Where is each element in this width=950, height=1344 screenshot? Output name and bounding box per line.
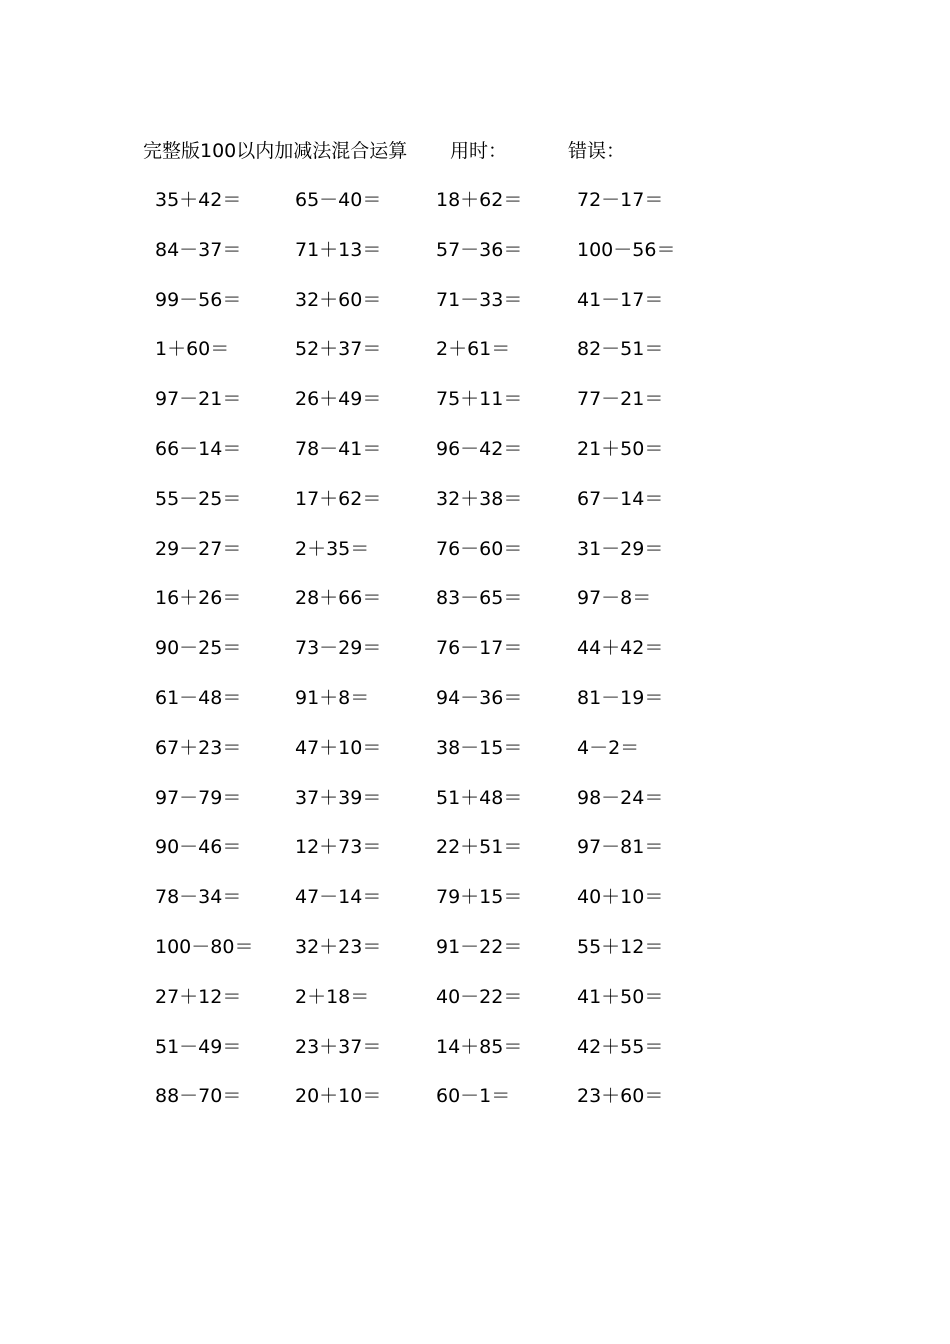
math-problem: 47＋10＝ xyxy=(295,736,382,759)
math-problem: 2＋18＝ xyxy=(295,985,370,1008)
math-problem: 2＋35＝ xyxy=(295,537,370,560)
math-problem: 1＋60＝ xyxy=(155,338,230,361)
math-problem: 96－42＝ xyxy=(436,437,523,460)
problem-row xyxy=(143,1081,703,1131)
math-problem: 23＋60＝ xyxy=(577,1085,664,1108)
math-problem: 90－46＝ xyxy=(155,836,242,859)
math-problem: 32＋38＝ xyxy=(436,487,523,510)
math-problem: 97－79＝ xyxy=(155,786,242,809)
problem-row xyxy=(143,832,703,882)
math-problem: 57－36＝ xyxy=(436,238,523,261)
problem-row xyxy=(143,932,703,982)
math-problem: 67＋23＝ xyxy=(155,736,242,759)
problem-row xyxy=(143,484,703,534)
problem-row xyxy=(143,633,703,683)
math-problem: 23＋37＝ xyxy=(295,1035,382,1058)
problem-row xyxy=(143,783,703,833)
problem-row xyxy=(143,982,703,1032)
math-problem: 91＋8＝ xyxy=(295,686,370,709)
math-problem: 27＋12＝ xyxy=(155,985,242,1008)
problem-row xyxy=(143,235,703,285)
worksheet-header xyxy=(143,137,703,165)
math-problem: 52＋37＝ xyxy=(295,338,382,361)
math-problem: 78－41＝ xyxy=(295,437,382,460)
time-used-label: 用时： xyxy=(450,140,508,162)
math-problem: 12＋73＝ xyxy=(295,836,382,859)
math-problem: 17＋62＝ xyxy=(295,487,382,510)
math-problem: 41＋50＝ xyxy=(577,985,664,1008)
math-problem: 18＋62＝ xyxy=(436,189,523,211)
math-problem: 90－25＝ xyxy=(155,637,242,660)
problem-row xyxy=(143,285,703,335)
math-problem: 71－33＝ xyxy=(436,288,523,311)
problem-row xyxy=(143,384,703,434)
math-problem: 100－56＝ xyxy=(577,238,676,261)
math-problem: 14＋85＝ xyxy=(436,1035,523,1058)
problem-row xyxy=(143,733,703,783)
math-problem: 100－80＝ xyxy=(155,935,254,958)
math-problem: 61－48＝ xyxy=(155,686,242,709)
math-problem: 28＋66＝ xyxy=(295,587,382,610)
problem-row xyxy=(143,534,703,584)
error-count-label: 错误： xyxy=(568,140,626,162)
math-problem: 31－29＝ xyxy=(577,537,664,560)
math-problem: 83－65＝ xyxy=(436,587,523,610)
math-problem: 32＋23＝ xyxy=(295,935,382,958)
problem-row xyxy=(143,683,703,733)
math-problem: 35＋42＝ xyxy=(155,189,242,211)
worksheet-title: 完整版100以内加减法混合运算 xyxy=(143,140,408,162)
problem-row xyxy=(143,583,703,633)
math-problem: 55＋12＝ xyxy=(577,935,664,958)
math-problem: 88－70＝ xyxy=(155,1085,242,1108)
math-problem: 20＋10＝ xyxy=(295,1085,382,1108)
math-problem: 32＋60＝ xyxy=(295,288,382,311)
math-problem: 2＋61＝ xyxy=(436,338,511,361)
math-problem: 67－14＝ xyxy=(577,487,664,510)
math-problem: 97－21＝ xyxy=(155,388,242,411)
problem-row xyxy=(143,882,703,932)
math-problem: 98－24＝ xyxy=(577,786,664,809)
math-problem: 4－2＝ xyxy=(577,736,640,759)
math-problem: 77－21＝ xyxy=(577,388,664,411)
math-problem: 51＋48＝ xyxy=(436,786,523,809)
math-problem: 76－17＝ xyxy=(436,637,523,660)
math-problem: 97－8＝ xyxy=(577,587,652,610)
math-problem: 37＋39＝ xyxy=(295,786,382,809)
math-problem: 22＋51＝ xyxy=(436,836,523,859)
math-problem: 72－17＝ xyxy=(577,189,664,211)
math-problem: 71＋13＝ xyxy=(295,238,382,261)
math-problem: 76－60＝ xyxy=(436,537,523,560)
math-problem: 73－29＝ xyxy=(295,637,382,660)
math-problem: 65－40＝ xyxy=(295,189,382,211)
math-problem: 40＋10＝ xyxy=(577,886,664,909)
math-problem: 29－27＝ xyxy=(155,537,242,560)
math-problem: 41－17＝ xyxy=(577,288,664,311)
problem-row xyxy=(143,434,703,484)
math-problem: 82－51＝ xyxy=(577,338,664,361)
math-problem: 51－49＝ xyxy=(155,1035,242,1058)
math-problem: 81－19＝ xyxy=(577,686,664,709)
math-problem: 84－37＝ xyxy=(155,238,242,261)
problem-row xyxy=(143,334,703,384)
math-problem: 16＋26＝ xyxy=(155,587,242,610)
math-problem: 99－56＝ xyxy=(155,288,242,311)
math-problem: 55－25＝ xyxy=(155,487,242,510)
math-problem: 66－14＝ xyxy=(155,437,242,460)
math-problem: 26＋49＝ xyxy=(295,388,382,411)
math-problem: 47－14＝ xyxy=(295,886,382,909)
math-problem: 94－36＝ xyxy=(436,686,523,709)
math-problem: 21＋50＝ xyxy=(577,437,664,460)
math-problem: 42＋55＝ xyxy=(577,1035,664,1058)
problem-row xyxy=(143,1032,703,1082)
math-problem: 44＋42＝ xyxy=(577,637,664,660)
math-problem: 60－1＝ xyxy=(436,1085,511,1108)
problem-row xyxy=(143,185,703,235)
problem-grid xyxy=(143,185,703,1131)
math-problem: 40－22＝ xyxy=(436,985,523,1008)
math-problem: 91－22＝ xyxy=(436,935,523,958)
math-problem: 97－81＝ xyxy=(577,836,664,859)
math-problem: 75＋11＝ xyxy=(436,388,523,411)
math-problem: 79＋15＝ xyxy=(436,886,523,909)
math-problem: 38－15＝ xyxy=(436,736,523,759)
math-problem: 78－34＝ xyxy=(155,886,242,909)
